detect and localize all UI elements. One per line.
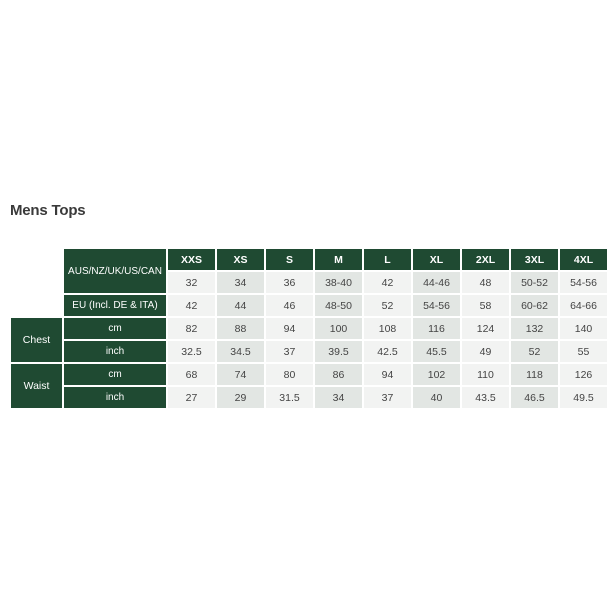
cell-aus-3xl: 50-52 bbox=[511, 272, 558, 293]
cell-eu-m: 48-50 bbox=[315, 295, 362, 316]
cell-waist-inch-3xl: 46.5 bbox=[511, 387, 558, 408]
cell-eu-xxs: 42 bbox=[168, 295, 215, 316]
group-label-waist: Waist bbox=[11, 364, 62, 408]
cell-chest-inch-l: 42.5 bbox=[364, 341, 411, 362]
cell-chest-cm-m: 100 bbox=[315, 318, 362, 339]
cell-waist-cm-xxs: 68 bbox=[168, 364, 215, 385]
cell-chest-cm-2xl: 124 bbox=[462, 318, 509, 339]
cell-waist-inch-m: 34 bbox=[315, 387, 362, 408]
size-header-s: S bbox=[266, 249, 313, 270]
cell-waist-cm-4xl: 126 bbox=[560, 364, 607, 385]
size-header-3xl: 3XL bbox=[511, 249, 558, 270]
cell-waist-inch-l: 37 bbox=[364, 387, 411, 408]
size-header-2xl: 2XL bbox=[462, 249, 509, 270]
cell-waist-cm-l: 94 bbox=[364, 364, 411, 385]
size-header-xs: XS bbox=[217, 249, 264, 270]
cell-chest-cm-xl: 116 bbox=[413, 318, 460, 339]
cell-chest-cm-3xl: 132 bbox=[511, 318, 558, 339]
cell-eu-s: 46 bbox=[266, 295, 313, 316]
cell-eu-2xl: 58 bbox=[462, 295, 509, 316]
cell-chest-cm-4xl: 140 bbox=[560, 318, 607, 339]
cell-aus-4xl: 54-56 bbox=[560, 272, 607, 293]
cell-chest-cm-s: 94 bbox=[266, 318, 313, 339]
cell-waist-cm-m: 86 bbox=[315, 364, 362, 385]
row-label-waist-cm: cm bbox=[64, 364, 166, 385]
size-header-xl: XL bbox=[413, 249, 460, 270]
group-label-chest: Chest bbox=[11, 318, 62, 362]
page-title: Mens Tops bbox=[10, 202, 86, 219]
cell-chest-inch-xxs: 32.5 bbox=[168, 341, 215, 362]
size-chart-table bbox=[11, 249, 607, 408]
cell-waist-cm-xs: 74 bbox=[217, 364, 264, 385]
size-header-m: M bbox=[315, 249, 362, 270]
corner-blank bbox=[11, 249, 62, 270]
cell-aus-l: 42 bbox=[364, 272, 411, 293]
size-header-4xl: 4XL bbox=[560, 249, 607, 270]
cell-chest-inch-2xl: 49 bbox=[462, 341, 509, 362]
cell-eu-xl: 54-56 bbox=[413, 295, 460, 316]
cell-chest-inch-m: 39.5 bbox=[315, 341, 362, 362]
corner-blank-2 bbox=[11, 272, 62, 293]
cell-chest-inch-4xl: 55 bbox=[560, 341, 607, 362]
cell-waist-inch-xl: 40 bbox=[413, 387, 460, 408]
cell-chest-inch-xs: 34.5 bbox=[217, 341, 264, 362]
row-label-eu: EU (Incl. DE & ITA) bbox=[64, 295, 166, 316]
size-header-xxs: XXS bbox=[168, 249, 215, 270]
row-label-chest-inch: inch bbox=[64, 341, 166, 362]
cell-waist-cm-s: 80 bbox=[266, 364, 313, 385]
cell-eu-l: 52 bbox=[364, 295, 411, 316]
cell-chest-cm-xxs: 82 bbox=[168, 318, 215, 339]
cell-eu-xs: 44 bbox=[217, 295, 264, 316]
cell-aus-2xl: 48 bbox=[462, 272, 509, 293]
cell-chest-inch-xl: 45.5 bbox=[413, 341, 460, 362]
cell-eu-3xl: 60-62 bbox=[511, 295, 558, 316]
cell-aus-s: 36 bbox=[266, 272, 313, 293]
cell-eu-4xl: 64-66 bbox=[560, 295, 607, 316]
cell-chest-cm-l: 108 bbox=[364, 318, 411, 339]
cell-chest-inch-s: 37 bbox=[266, 341, 313, 362]
cell-aus-xs: 34 bbox=[217, 272, 264, 293]
cell-waist-inch-xs: 29 bbox=[217, 387, 264, 408]
cell-chest-cm-xs: 88 bbox=[217, 318, 264, 339]
cell-aus-xxs: 32 bbox=[168, 272, 215, 293]
row-label-aus-nz-uk-us-can: AUS/NZ/UK/US/CAN bbox=[64, 249, 166, 293]
cell-waist-cm-2xl: 110 bbox=[462, 364, 509, 385]
cell-waist-cm-xl: 102 bbox=[413, 364, 460, 385]
cell-waist-inch-2xl: 43.5 bbox=[462, 387, 509, 408]
cell-chest-inch-3xl: 52 bbox=[511, 341, 558, 362]
cell-aus-m: 38-40 bbox=[315, 272, 362, 293]
row-label-waist-inch: inch bbox=[64, 387, 166, 408]
cell-waist-inch-4xl: 49.5 bbox=[560, 387, 607, 408]
cell-aus-xl: 44-46 bbox=[413, 272, 460, 293]
cell-waist-inch-s: 31.5 bbox=[266, 387, 313, 408]
cell-waist-cm-3xl: 118 bbox=[511, 364, 558, 385]
row-label-chest-cm: cm bbox=[64, 318, 166, 339]
cell-waist-inch-xxs: 27 bbox=[168, 387, 215, 408]
size-header-l: L bbox=[364, 249, 411, 270]
